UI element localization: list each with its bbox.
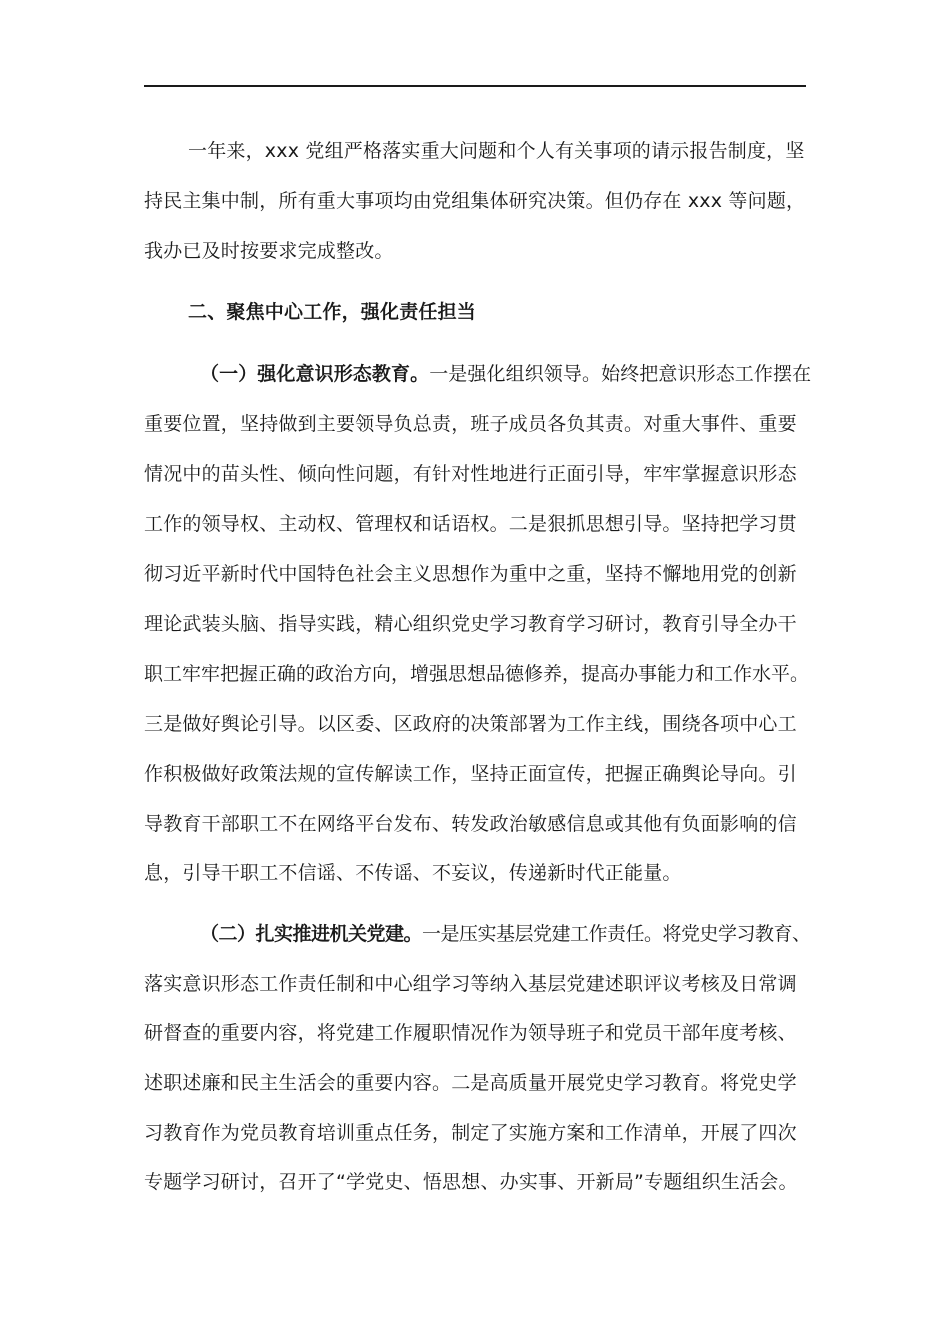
subsection-2-line: 研督查的重要内容，将党建工作履职情况作为领导班子和党员干部年度考核、 bbox=[144, 1022, 797, 1044]
subsection-2-line: 习教育作为党员教育培训重点任务，制定了实施方案和工作清单，开展了四次 bbox=[144, 1122, 797, 1144]
subsection-1-line: 重要位置，坚持做到主要领导负总责，班子成员各负其责。对重大事件、重要 bbox=[144, 413, 797, 435]
subsection-2-heading: （二）扎实推进机关党建。 bbox=[200, 923, 423, 945]
subsection-1-line: 彻习近平新时代中国特色社会主义思想作为重中之重，坚持不懈地用党的创新 bbox=[144, 563, 797, 585]
subsection-1-first-line bbox=[200, 362, 811, 386]
intro-line-3: 我办已及时按要求完成整改。 bbox=[144, 240, 394, 262]
section-heading: 二、聚焦中心工作，强化责任担当 bbox=[188, 301, 477, 323]
subsection-1-line: 情况中的苗头性、倾向性问题，有针对性地进行正面引导，牢牢掌握意识形态 bbox=[144, 463, 797, 485]
subsection-1-line: 职工牢牢把握正确的政治方向，增强思想品德修养，提高办事能力和工作水平。 bbox=[144, 663, 810, 685]
subsection-2-first-line bbox=[200, 922, 811, 946]
subsection-2-first-line-text: 一是压实基层党建工作责任。将党史学习教育、 bbox=[422, 923, 811, 945]
subsection-1-line: 导教育干部职工不在网络平台发布、转发政治敏感信息或其他有负面影响的信 bbox=[144, 813, 797, 835]
subsection-1-line: 三是做好舆论引导。以区委、区政府的决策部署为工作主线，围绕各项中心工 bbox=[144, 713, 797, 735]
subsection-1-first-line-text: 一是强化组织领导。始终把意识形态工作摆在 bbox=[429, 363, 812, 385]
subsection-2-line: 落实意识形态工作责任制和中心组学习等纳入基层党建述职评议考核及日常调 bbox=[144, 973, 797, 995]
subsection-2-line: 述职述廉和民主生活会的重要内容。二是高质量开展党史学习教育。将党史学 bbox=[144, 1072, 797, 1094]
header-rule bbox=[144, 85, 806, 87]
intro-line-1: 一年来，xxx 党组严格落实重大问题和个人有关事项的请示报告制度，坚 bbox=[188, 140, 805, 162]
subsection-1-line: 息，引导干职工不信谣、不传谣、不妄议，传递新时代正能量。 bbox=[144, 862, 682, 884]
subsection-2-line: 专题学习研讨，召开了“学党史、悟思想、办实事、开新局”专题组织生活会。 bbox=[144, 1171, 798, 1193]
subsection-1-line: 理论武装头脑、指导实践，精心组织党史学习教育学习研讨，教育引导全办干 bbox=[144, 613, 797, 635]
subsection-1-heading: （一）强化意识形态教育。 bbox=[200, 363, 430, 385]
intro-line-2: 持民主集中制，所有重大事项均由党组集体研究决策。但仍存在 xxx 等问题， bbox=[144, 190, 806, 212]
subsection-1-line: 工作的领导权、主动权、管理权和话语权。二是狠抓思想引导。坚持把学习贯 bbox=[144, 513, 797, 535]
subsection-1-line: 作积极做好政策法规的宣传解读工作，坚持正面宣传，把握正确舆论导向。引 bbox=[144, 763, 797, 785]
